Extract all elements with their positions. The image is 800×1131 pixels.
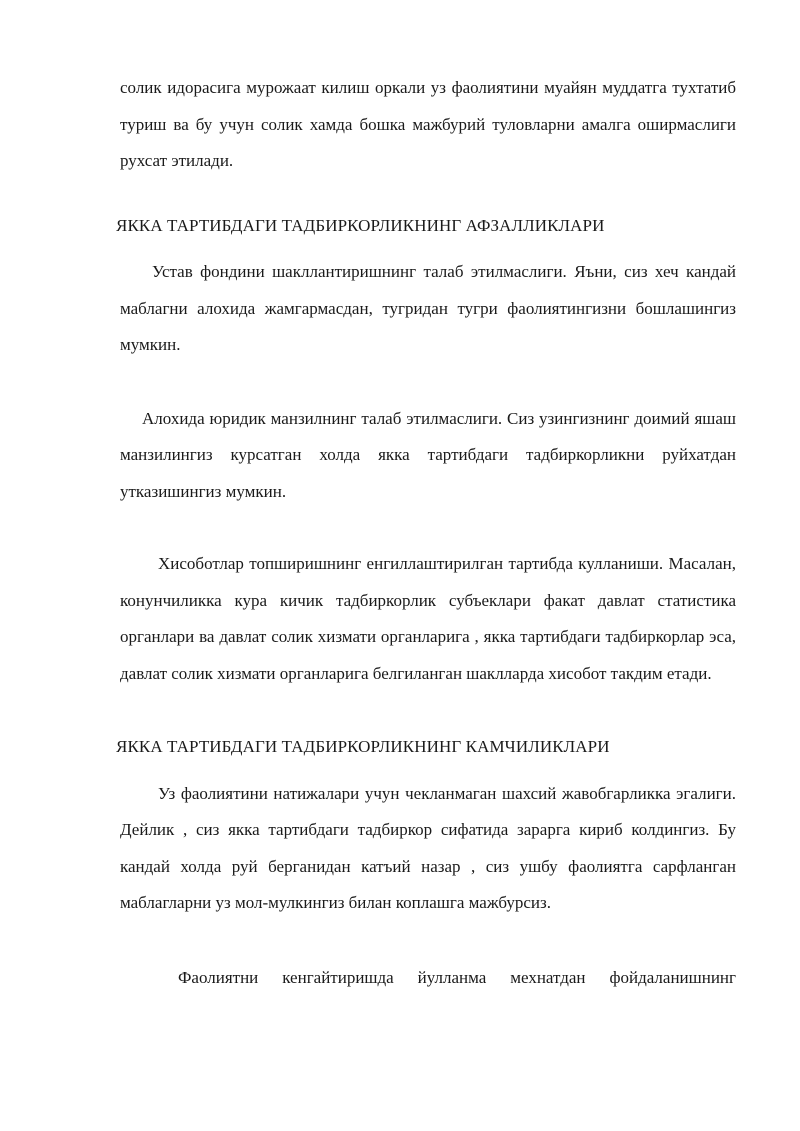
intro-paragraph: солик идорасига мурожаат килиш оркали уз фаолиятини муайян муддатга тухтатиб туриш ва бу учун солик хамда бошка мажбурий туловларни амалга оширмаслиги рухсат этилади. [120,78,736,170]
disadvantage-paragraph-liability: Уз фаолиятини натижалари учун чекланмаган шахсий жавобгарликка эгалиги. Дейлик , сиз якка тартибдаги тадбиркор сифатида зарарга кириб колдингиз. Бу кандай холда руй берганидан катъий назар , сиз ушбу фаолиятга сарфланган маблагларни уз мол-мулкингиз билан коплашга мажбурсиз. [120,783,736,912]
disadvantages-heading: ЯККА ТАРТИБДАГИ ТАДБИРКОРЛИКНИНГ КАМЧИЛИКЛАРИ [116,737,610,756]
document-page [116,70,736,996]
advantage-paragraph-charter-fund: Устав фондини шакллантиришнинг талаб этилмаслиги. Яъни, сиз хеч кандай маблагни алохида жамгармасдан, тугридан тугри фаолиятингизни бошлашингиз мумкин. [120,262,736,354]
advantage-paragraph-legal-address: Алохида юридик манзилнинг талаб этилмаслиги. Сиз узингизнинг доимий яшаш манзилингиз курсатган холда якка тартибдаги тадбиркорликни руйхатдан утказишингиз мумкин. [120,408,736,501]
advantages-heading: ЯККА ТАРТИБДАГИ ТАДБИРКОРЛИКНИНГ АФЗАЛЛИКЛАРИ [116,215,605,235]
advantage-paragraph-reporting: Хисоботлар топширишнинг енгиллаштирилган тартибда кулланиши. Масалан, конунчиликка кура кичик тадбиркорлик субъеклари факат давлат статистика органлари ва давлат солик хизмати органларига , якка тартибдаги тадбиркорлар эса, давлат солик хизмати органларига белгиланган шаклларда хисобот такдим етади. [120,554,736,683]
disadvantage-paragraph-hired-labor: Фаолиятни кенгайтиришда йулланма мехнатдан фойдаланишнинг [178,967,736,987]
